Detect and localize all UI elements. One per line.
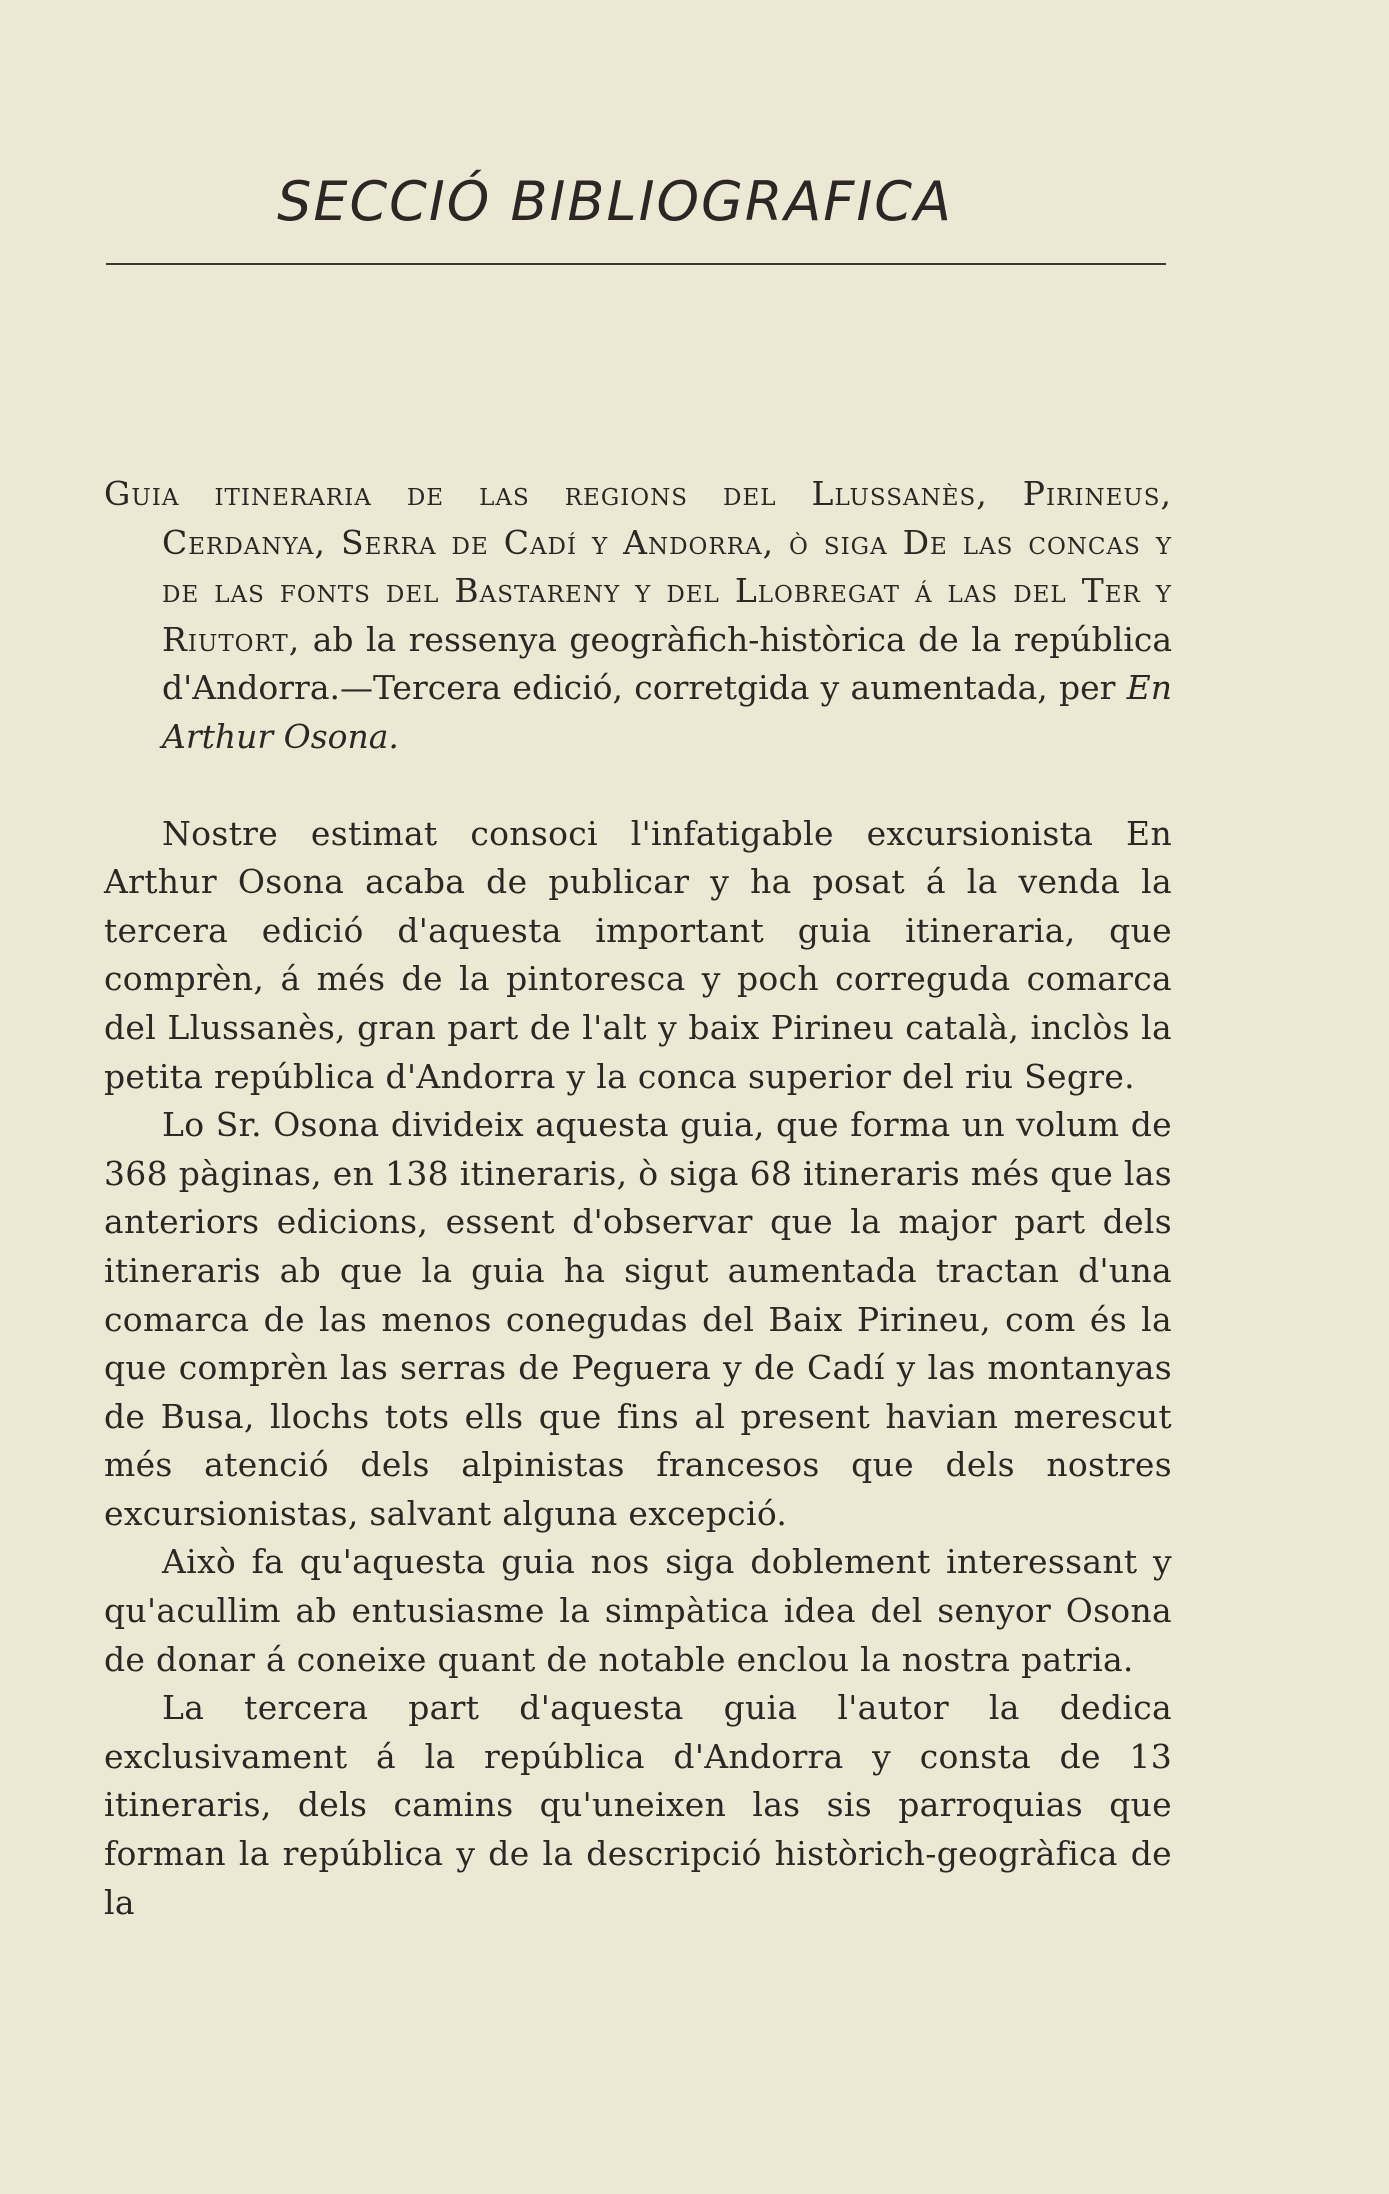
bibliographic-entry [104,470,1172,762]
paragraph-4: La tercera part d'aquesta guia l'autor la dedica exclusivament á la república d'Andorra y consta de 13 itineraris, dels camins qu'uneixen las sis parroquias que forman la república y de la descripció històrich-geogràfica de la [104,1688,1172,1922]
paragraph-3: Això fa qu'aquesta guia nos siga doblement interessant y qu'acullim ab entusiasme la simpàtica idea del senyor Osona de donar á coneixe quant de notable enclou la nostra patria. [104,1542,1172,1679]
entry-author: En Arthur Osona. [162,668,1172,756]
section-title: SECCIÓ BIBLIOGRAFICA [277,170,953,233]
paragraph-2: Lo Sr. Osona divideix aquesta guia, que forma un volum de 368 pàginas, en 138 itineraris, ò siga 68 itineraris més que las anteriors edicions, essent d'observar que la major part dels itineraris ab que la guia ha sigut aumentada tractan d'una comarca de las menos conegudas del Baix Pirineu, com és la que comprèn las serras de Peguera y de Cadí y las montanyas de Busa, llochs tots ells que fins al present havian merescut més atenció dels alpinistas francesos que dels nostres excursionistas, salvant alguna excepció. [104,1105,1172,1533]
article-body [104,470,1172,1927]
entry-description: ab la ressenya geogràfich-històrica de la república d'Andorra.—Tercera edició, corretgida y aumentada, per [162,619,1172,708]
entry-title: Guia itineraria de las regions del Llussanès, Pirineus, Cerdanya, Serra de Cadí y Andorra, ò siga De las concas y de las fonts del Bastareny y del Llobregat á las del Ter y Riutort, [104,474,1172,659]
title-rule [106,263,1166,265]
paragraph-1: Nostre estimat consoci l'infatigable excursionista En Arthur Osona acaba de publicar y ha posat á la venda la tercera edició d'aquesta important guia itineraria, que comprèn, á més de la pintoresca y poch correguda comarca del Llussanès, gran part de l'alt y baix Pirineu català, inclòs la petita república d'Andorra y la conca superior del riu Segre. [104,813,1172,1096]
